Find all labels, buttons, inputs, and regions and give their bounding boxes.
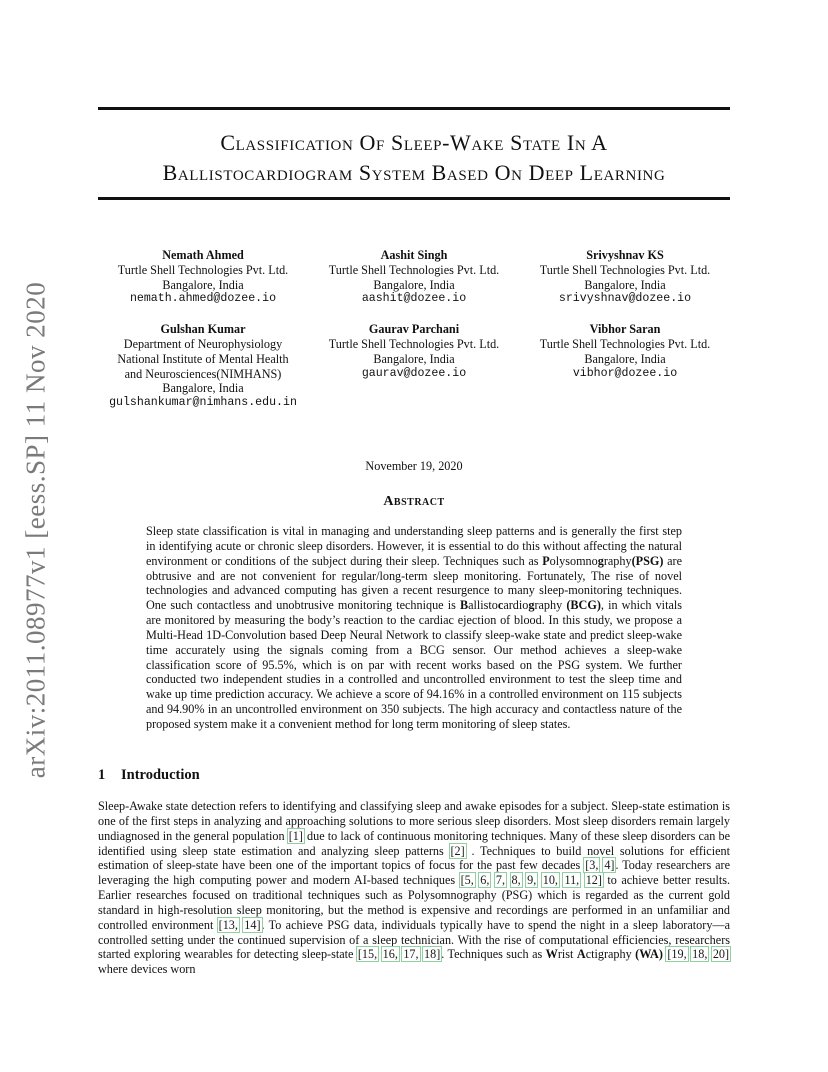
citation-link[interactable]: 6, (480, 873, 490, 888)
author (309, 322, 519, 411)
author-location: Bangalore, India (162, 277, 244, 292)
author-email[interactable]: srivyshnav@dozee.io (558, 292, 692, 306)
abstract-term-letter: c (497, 598, 504, 613)
citation-link[interactable]: 10, (542, 873, 558, 888)
author-location: Bangalore, India (373, 277, 455, 292)
citation-link[interactable]: [13, (218, 917, 238, 932)
intro-text-part: rist (557, 947, 577, 962)
citation-link[interactable]: [19, (667, 947, 687, 962)
intro-text-part: to achieve better results. Earlier researches focused on traditional techniques such as Polysomnography (PSG) which is regarded as the current gold standard in high-resolution sleep monitoring, but the method is expensive and recordings are performed in an unfamiliar and controlled environment (98, 873, 731, 932)
arxiv-identifier: arXiv:2011.08977v1 [eess.SP] 11 Nov 2020 (20, 281, 51, 779)
citation-link[interactable]: 4] (604, 858, 615, 873)
intro-text-part: due to lack of continuous monitoring techniques. Many of these sleep disorders can be identified using sleep state estimation and analyzing sleep patterns (98, 828, 731, 858)
author-name: Gaurav Parchani (368, 322, 460, 337)
author-affiliation: Turtle Shell Technologies Pvt. Ltd. (539, 336, 711, 351)
section-number: 1 (98, 767, 106, 783)
citation-link[interactable]: 8, (511, 873, 521, 888)
author-name: Vibhor Saran (589, 322, 661, 337)
section-title: Introduction (121, 767, 200, 783)
paper-title (98, 128, 730, 188)
citation-link[interactable]: [3, (585, 858, 599, 873)
author-affiliation: National Institute of Mental Health (117, 351, 289, 366)
author-location: Bangalore, India (584, 351, 666, 366)
author-affiliation: Turtle Shell Technologies Pvt. Ltd. (539, 262, 711, 277)
citation-link[interactable]: 14] (244, 917, 261, 932)
intro-term-letter: A (576, 947, 586, 962)
citation-link[interactable]: 11, (564, 873, 580, 888)
abstract-text-part: are obtrusive and are not convenient for regular/long-term sleep monitoring. Fortunately, The rise of novel technologies and advanced computing has given a recent resurgence to many sleep-monitoring techniques. One such contactless and unobtrusive monitoring technique is (146, 553, 682, 613)
author-affiliation: Turtle Shell Technologies Pvt. Ltd. (117, 262, 289, 277)
publication-date: November 19, 2020 (365, 459, 463, 473)
abstract-text-part: raphy (534, 598, 567, 613)
abstract-text-part: ardio (503, 598, 529, 613)
citation-link[interactable]: [2] (450, 843, 465, 858)
author-location: Bangalore, India (162, 381, 244, 396)
abstract-text-part: , in which vitals are monitored by measuring the body’s reaction to the cardiac ejection of blood. In this study, we propose a Multi-Head 1D-Convolution based Deep Neural Network to classify sleep-wake state and predict sleep-wake time accurately using the signals coming from a BCG sensor. Our method achieves a sleep-wake classification score of 95.5%, which is on par with recent works based on the PSG system. We further conducted two independent studies in a controlled and uncontrolled environment to test the sleep time and wake up time prediction accuracy. We achieve a score of 94.16% in a controlled environment on 115 subjects and 94.90% in an uncontrolled environment on 350 subjects. The high accuracy and contactless nature of the proposed system make it a convenient method for long term monitoring of sleep states. (146, 598, 682, 731)
intro-abbreviation: (WA) (635, 947, 663, 962)
author (98, 248, 308, 307)
intro-term-letter: W (545, 947, 558, 962)
author-email[interactable]: vibhor@dozee.io (572, 366, 678, 380)
abstract-text (146, 524, 682, 732)
author-email[interactable]: aashit@dozee.io (361, 292, 467, 306)
author-email[interactable]: nemath.ahmed@dozee.io (129, 292, 277, 306)
citation-link[interactable]: 9, (527, 873, 537, 888)
title-line-2: Ballistocardiogram System Based On Deep Learning (162, 160, 666, 185)
title-rule-top (98, 107, 730, 110)
abstract-term-letter: g (528, 598, 535, 613)
citation-link[interactable]: [15, (357, 947, 378, 962)
introduction-text (98, 799, 730, 977)
author-affiliation: Department of Neurophysiology (123, 336, 283, 351)
citation-link[interactable]: [5, (460, 873, 474, 888)
citation-link[interactable]: [1] (288, 828, 303, 843)
abstract-text-part: Sleep state classification is vital in managing and understanding sleep patterns and is generally the first step in identifying acute or chronic sleep disorders. However, it is essential to do this without affecting the natural environment or conditions of the subject during their sleep. Techniques such as (146, 524, 682, 568)
author-block (98, 248, 730, 411)
author-name: Srivyshnav KS (586, 248, 664, 262)
section-heading-introduction (98, 767, 200, 784)
intro-text-part: . Techniques to build novel solutions for efficient estimation of sleep-state have been one of the important topics of focus for the past few decades (98, 843, 730, 873)
citation-link[interactable]: 17, (403, 947, 419, 962)
abstract-abbreviation: (BCG) (566, 598, 601, 613)
abstract-term-letter: P (542, 553, 550, 568)
citation-link[interactable]: 7, (495, 873, 506, 888)
author-name: Aashit Singh (380, 248, 448, 262)
abstract-term-letter: B (459, 598, 469, 613)
author (520, 322, 730, 411)
citation-link[interactable]: 20] (712, 947, 730, 962)
intro-text-part: Sleep-Awake state detection refers to identifying and classifying sleep and awake episodes for a subject. Sleep-state estimation is one of the first steps in analyzing and approaching solutions to more serious sleep disorders. Most sleep disorders remain largely undiagnosed in the general population (98, 799, 730, 843)
author-location: Bangalore, India (584, 277, 666, 292)
author-email[interactable]: gaurav@dozee.io (361, 366, 467, 380)
citation-link[interactable]: 12] (585, 873, 602, 888)
intro-text-part: ctigraphy (585, 947, 636, 962)
intro-text-part: . To achieve PSG data, individuals typically have to spend the night in a sleep laboratory—a controlled setting under the continued supervision of a sleep technician. With the rise of computational efficiencies, researchers started exploring wearables for detecting sleep-state (98, 917, 731, 962)
abstract-term-letter: g (597, 553, 604, 568)
arxiv-stamp (0, 0, 70, 1072)
intro-text-part: . Techniques such as (441, 947, 546, 962)
author-location: Bangalore, India (373, 351, 455, 366)
abstract-text-part: raphy (603, 553, 632, 568)
author-name: Nemath Ahmed (162, 248, 244, 262)
title-line-1: Classification Of Sleep-Wake State In A (220, 130, 608, 155)
abstract-abbreviation: (PSG) (631, 553, 664, 568)
abstract-heading: Abstract (383, 494, 445, 509)
citation-link[interactable]: 18, (692, 947, 708, 962)
citation-link[interactable]: 16, (382, 947, 398, 962)
intro-text-part: . Today researchers are leveraging the high computing power and modern AI-based techniques (98, 858, 731, 888)
abstract-text-part: olysomno (549, 553, 598, 568)
author-affiliation: and Neurosciences(NIMHANS) (124, 366, 282, 381)
author-affiliation: Turtle Shell Technologies Pvt. Ltd. (328, 336, 500, 351)
author (98, 322, 308, 411)
author-email[interactable]: gulshankumar@nimhans.edu.in (109, 396, 297, 410)
author-name: Gulshan Kumar (160, 322, 246, 337)
author (309, 248, 519, 307)
author (520, 248, 730, 307)
citation-link[interactable]: 18] (424, 947, 441, 962)
abstract-text-part: allisto (468, 598, 498, 613)
title-rule-bottom (98, 197, 730, 200)
author-affiliation: Turtle Shell Technologies Pvt. Ltd. (328, 262, 500, 277)
intro-text-part: where devices worn (98, 962, 196, 977)
